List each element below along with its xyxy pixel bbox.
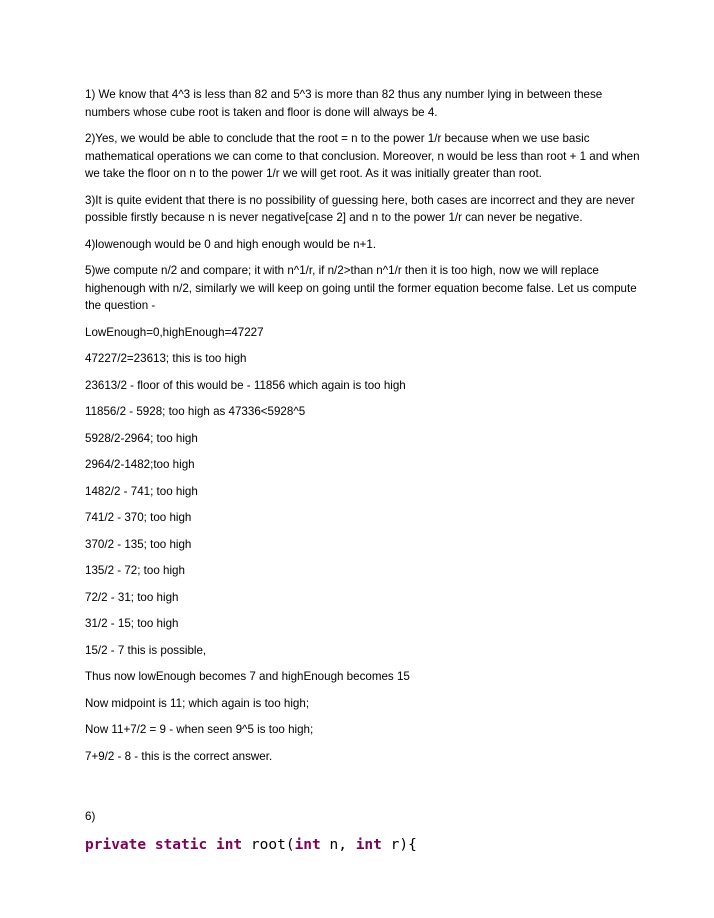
computation-line: 15/2 - 7 this is possible, xyxy=(85,643,207,657)
code-keyword-int-param: int xyxy=(294,836,321,853)
computation-line: 741/2 - 370; too high xyxy=(85,511,192,524)
answer-5-paragraph: 5)we compute n/2 and compare; it with n^1/r, if n/2>than n^1/r then it is too high, now we will replace highenough with n/2, similarly we will keep on going until the former equation become false. Let us compute the question - xyxy=(85,264,637,312)
computation-line: 370/2 - 135; too high xyxy=(85,537,192,551)
computation-line: 2964/2-1482;too high xyxy=(85,458,195,471)
computation-line: 7+9/2 - 8 - this is the correct answer. xyxy=(85,749,273,763)
computation-line: 72/2 - 31; too high xyxy=(85,590,179,604)
code-keyword-int-return: int xyxy=(215,836,243,853)
answer-4-paragraph: 4)lowenough would be 0 and high enough would be n+1. xyxy=(85,237,377,251)
computation-line: Thus now lowEnough becomes 7 and highEnough becomes 15 xyxy=(85,670,410,683)
computation-line: Now 11+7/2 = 9 - when seen 9^5 is too high; xyxy=(85,723,314,736)
answer-2-paragraph: 2)Yes, we would be able to conclude that the root = n to the power 1/r because when we use basic mathematical operations we can come to that conclusion. Moreover, n would be less than root + 1 and when we take the floor on n to the power 1/r we will get root. As it was initially greater than root. xyxy=(85,132,640,180)
code-param-n: n, xyxy=(329,836,347,853)
computation-line: 1482/2 - 741; too high xyxy=(85,484,198,498)
code-keyword-private: private xyxy=(85,836,147,853)
computation-line: 31/2 - 15; too high xyxy=(85,617,179,630)
computation-line: 11856/2 - 5928; too high as 47336<5928^5 xyxy=(85,405,306,418)
section-6-label: 6) xyxy=(85,810,96,823)
code-keyword-int-param: int xyxy=(355,836,382,853)
computation-line: Now midpoint is 11; which again is too high; xyxy=(85,696,310,710)
blank-gap xyxy=(85,774,645,808)
computation-line: LowEnough=0,highEnough=47227 xyxy=(85,325,264,339)
computation-line: 23613/2 - floor of this would be - 11856 which again is too high xyxy=(85,378,406,392)
answer-1-paragraph: 1) We know that 4^3 is less than 82 and 5^3 is more than 82 thus any number lying in between these numbers whose cube root is taken and floor is done will always be 4. xyxy=(85,88,603,119)
computation-line: 47227/2=23613; this is too high xyxy=(85,352,247,365)
code-param-r: r){ xyxy=(390,836,417,853)
answer-3-paragraph: 3)It is quite evident that there is no possibility of guessing here, both cases are incorrect and they are never possible firstly because n is never negative[case 2] and n to the power 1/r can never be negative. xyxy=(85,193,635,224)
computation-line: 5928/2-2964; too high xyxy=(85,431,198,445)
code-keyword-static: static xyxy=(154,836,208,853)
document-body xyxy=(85,86,645,855)
computation-line: 135/2 - 72; too high xyxy=(85,564,185,577)
code-method-name: root( xyxy=(250,836,295,853)
code-signature-line xyxy=(85,835,645,855)
